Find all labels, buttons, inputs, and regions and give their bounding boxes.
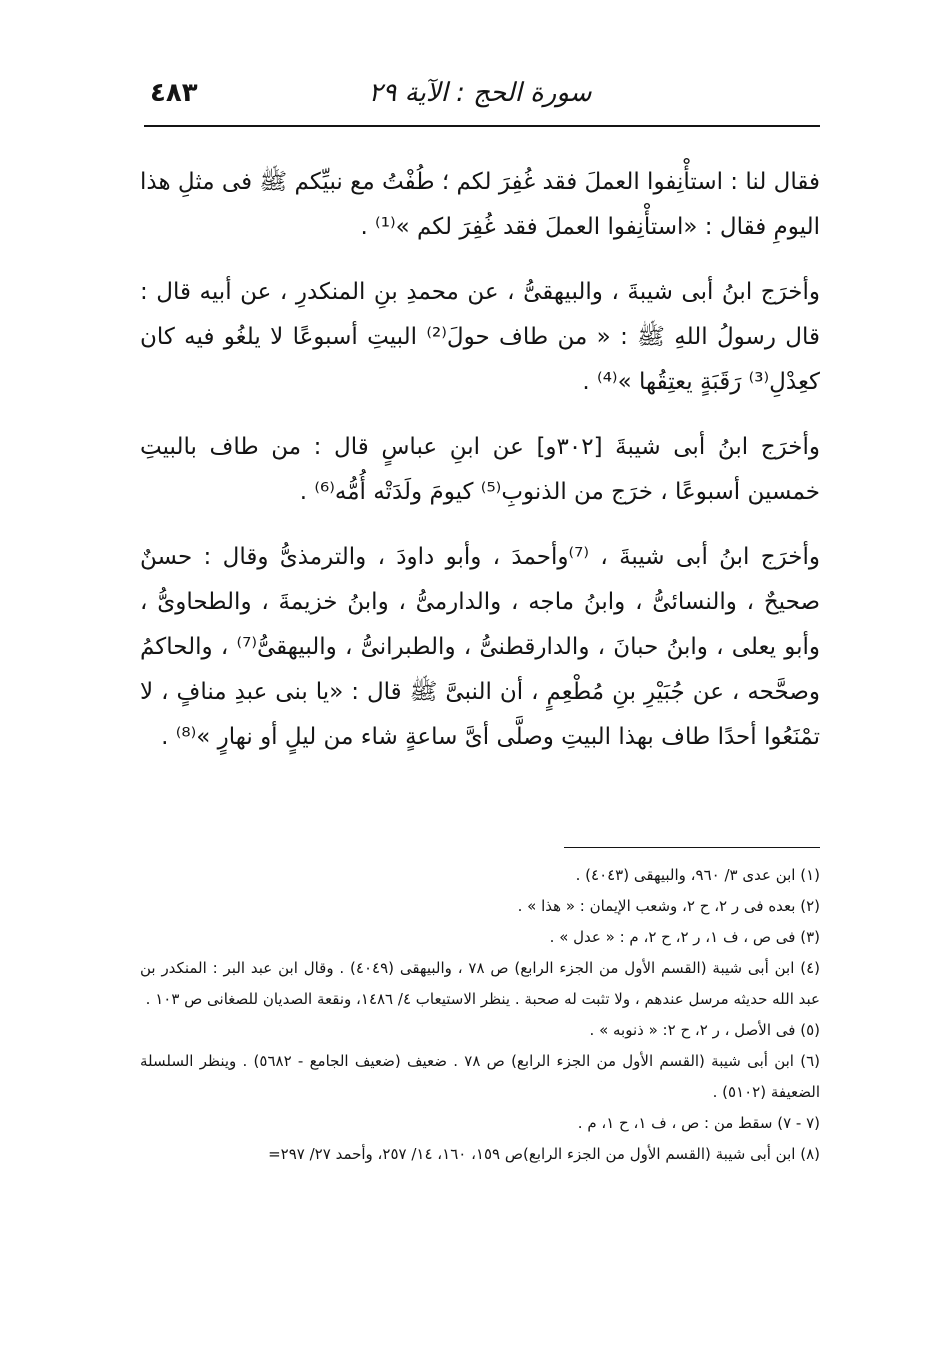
footnote: (٤) ابن أبى شيبة (القسم الأول من الجزء الرابع) ص ٧٨ ، والبيهقى (٤٠٤٩) . وقال ابن عبد البر : المنكدر بن عبد الله حديثه مرسل عندهم ، ولا تثبت له صحبة . ينظر الاستيعاب ٤/ ١٤٨٦، ونقعة الصديان للصغانى ص ١٠٣ . [140,959,820,1008]
footnote: (٨) ابن أبى شيبة (القسم الأول من الجزء الرابع)ص ١٥٩، ١٦٠، ١٤/ ٢٥٧، وأحمد ٢٧/ ٢٩٧= [268,1145,820,1163]
footnote: (٧ - ٧) سقط من : ص ، ف ١، ح ١، م . [577,1114,820,1132]
paragraph: وأخرَج ابنُ أبى شيبةَ ، ⁽⁷⁾وأحمدَ ، وأبو داودَ ، والترمذىُّ وقال : حسنٌ صحيحٌ ، والنسائىُّ ، وابنُ ماجه ، والدارمىُّ ، وابنُ خزيمةَ ، والطحاوىُّ ، وأبو يعلى ، وابنُ حبانَ ، والدارقطنىُّ ، والطبرانىُّ ، والبيهقىُّ⁽⁷⁾ ، والحاكمُ وصحَّحه ، عن جُبَيْرِ بنِ مُطْعِمٍ ، أن النبىَّ ﷺ قال : «يا بنى عبدِ منافٍ ، لا تمْنَعُوا أحدًا طاف بهذا البيتِ وصلَّى أىَّ ساعةٍ شاء من ليلٍ أو نهارٍ »⁽⁸⁾ . [140,544,820,750]
footnote: (٣) فى ص ، ف ١، ر ٢، ح ٢، م : « عدل » . [549,928,820,946]
footnote: (٢) بعده فى ر ٢، ح ٢، وشعب الإيمان : « هذا » . [517,897,820,915]
running-title: سورة الحج : الآية ٢٩ [368,78,592,108]
footnotes [140,860,820,1170]
footnote: (١) ابن عدى ٣/ ٩٦٠، والبيهقى (٤٠٤٣) . [575,866,820,884]
paragraph: وأخرَج ابنُ أبى شيبةَ [٣٠٢و] عن ابنِ عباسٍ قال : من طاف بالبيتِ خمسين أسبوعًا ، خرَج من الذنوبِ⁽⁵⁾ كيومَ ولَدَتْه أُمُّه⁽⁶⁾ . [140,434,820,505]
page-number: ٤٨٣ [150,78,198,108]
paragraph: وأخرَج ابنُ أبى شيبةَ ، والبيهقىُّ ، عن محمدِ بنِ المنكدرِ ، عن أبيه قال : قال رسولُ اللهِ ﷺ : « من طاف حولَ⁽²⁾ البيتِ أسبوعًا لا يلغُو فيه كان كعِدْلِ⁽³⁾ رَقَبَةٍ يعتِقُها »⁽⁴⁾ . [140,279,820,395]
header-rule [144,125,820,127]
main-text [140,160,820,780]
footnote-rule [564,847,820,848]
footnote: (٥) فى الأصل ، ر ٢، ح ٢: « ذنوبه » . [589,1021,820,1039]
footnote: (٦) ابن أبى شيبة (القسم الأول من الجزء الرابع) ص ٧٨ . ضعيف (ضعيف الجامع - ٥٦٨٢) . وينظر السلسلة الضعيفة (٥١٠٢) . [140,1052,820,1101]
paragraph: فقال لنا : استأْنِفوا العملَ فقد غُفِرَ لكم ؛ طُفْتُ مع نبيِّكم ﷺ فى مثلِ هذا اليومِ فقال : «استأْنِفوا العملَ فقد غُفِرَ لكم »⁽¹⁾ . [140,169,820,240]
page-header [140,78,820,122]
